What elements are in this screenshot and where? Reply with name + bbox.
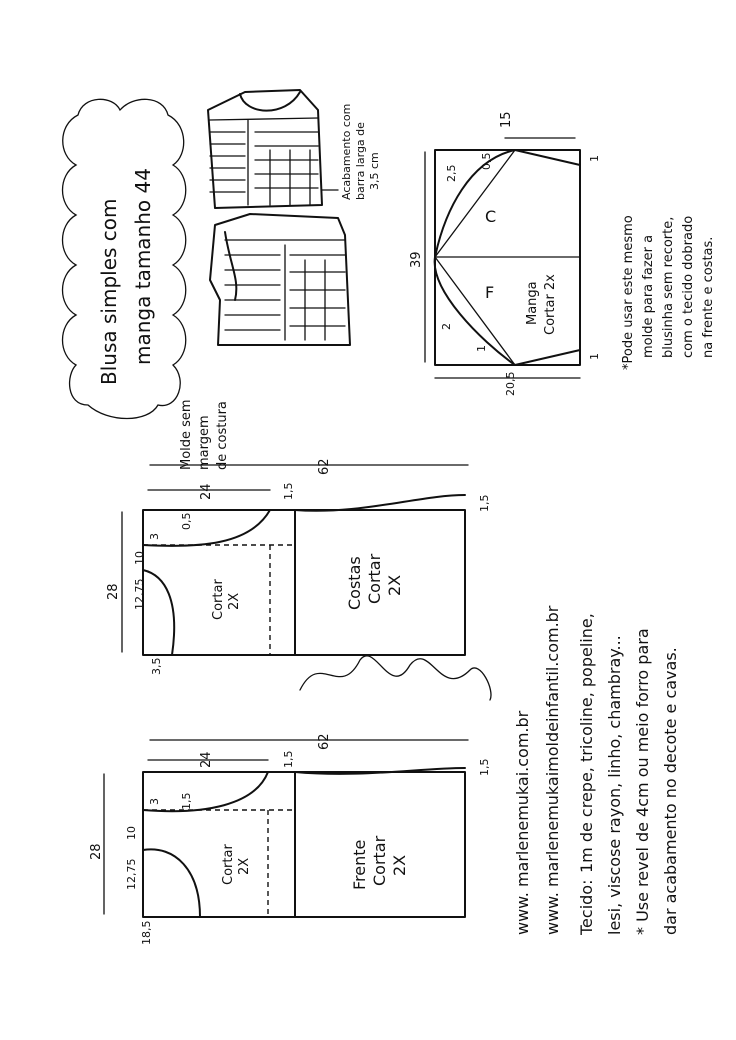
front-dim-armhole: 24 [199, 751, 214, 768]
sleeve-note-4: com o tecido dobrado [681, 215, 696, 358]
back-dim-hem: 1,5 [478, 494, 491, 512]
front-upper-label-2: 2X [237, 857, 252, 875]
sleeve-dim-bottom: 20,5 [504, 371, 517, 396]
back-neck-curve [143, 570, 174, 655]
front-dim-curve: 1,5 [180, 792, 193, 810]
front-side-curve [295, 768, 465, 774]
back-dim-armhole: 24 [199, 483, 214, 500]
back-rect [143, 510, 465, 655]
sleeve-dim-right-bottom: 1 [588, 353, 601, 360]
websites [513, 605, 562, 935]
front-neck-curve [143, 849, 200, 917]
back-dim-top: 3 [148, 533, 161, 540]
sleeve-dim-top: 15 [499, 111, 514, 128]
mold-note-line3: de costura [215, 401, 230, 470]
sleeve-label-1: Manga [525, 281, 540, 325]
sleeve-label [525, 274, 558, 335]
front-label-1: Frente [350, 839, 369, 890]
sleeve-dim-f2: 1 [475, 345, 488, 352]
finish-note-line3: 3,5 cm [368, 152, 381, 190]
title-block [63, 99, 186, 418]
fabric-label: Tecido: [577, 879, 596, 935]
fabric-line-4: dar acabamento no decote e cavas. [661, 647, 680, 935]
sleeve-note-2: molde para fazer a [641, 234, 656, 358]
sleeve-label-2: Cortar 2x [543, 274, 558, 335]
front-dim-neck: 12,75 [125, 858, 138, 890]
front-dim-top: 3 [148, 798, 161, 805]
back-dim-neck-depth: 10 [133, 551, 146, 565]
mold-note [179, 399, 230, 470]
title-line2: manga tamanho 44 [131, 168, 155, 365]
back-upper-label-2: 2X [227, 592, 242, 610]
front-dim-hem: 1,5 [478, 758, 491, 776]
front-dim-center: 18,5 [140, 920, 153, 945]
signature: Marlene Mukai [300, 654, 313, 735]
fabric-line-1: 1m de crepe, tricoline, popeline, [577, 613, 596, 873]
fabric-line-3: * Use revel de 4cm ou meio forro para [633, 628, 652, 935]
title-cloud [63, 99, 186, 418]
signature-scribble [300, 656, 491, 700]
front-armhole-curve [143, 772, 268, 811]
mold-note-line1: Molde sem [179, 399, 194, 470]
sleeve-note [621, 215, 716, 370]
garment-sketch-top [208, 90, 322, 208]
mold-note-line2: margem [197, 415, 212, 470]
finish-note-line2: barra larga de [354, 122, 367, 200]
title-line1: Blusa simples com [97, 198, 121, 385]
front-dim-shoulder: 1,5 [282, 750, 295, 768]
sleeve-letter-f: F [485, 283, 495, 302]
sleeve-note-3: blusinha sem recorte, [661, 216, 676, 358]
back-dim-neck: 12,75 [133, 578, 146, 610]
sleeve-dim-f1: 2 [440, 323, 453, 330]
back-dim-length: 62 [317, 458, 332, 475]
sleeve-letter-c: C [485, 207, 497, 226]
sleeve-dim-right-top: 1 [588, 155, 601, 162]
back-armhole-curve [143, 510, 270, 546]
back-label-2: Cortar [365, 553, 384, 604]
back-label-1: Costas [345, 556, 364, 610]
back-dim-width: 28 [106, 583, 121, 600]
back-upper-label [211, 579, 242, 620]
back-dim-center: 3,5 [150, 657, 163, 675]
sleeve-dim-width: 39 [409, 251, 424, 268]
front-label [350, 835, 409, 890]
front-dim-length: 62 [317, 733, 332, 750]
sleeve-pattern [409, 111, 601, 396]
fabric-line-2: lesi, viscose rayon, linho, chambray... [605, 635, 624, 935]
back-label-3: 2X [385, 574, 404, 596]
sleeve-dim-c1: 2,5 [445, 164, 458, 182]
front-upper-label [221, 844, 252, 885]
front-dim-width: 28 [89, 843, 104, 860]
front-upper-label-1: Cortar [221, 844, 236, 885]
finish-note-line1: Acabamento com [340, 103, 353, 200]
back-pattern [106, 458, 491, 675]
finish-note [340, 104, 381, 200]
sleeve-note-5: na frente e costas. [701, 236, 716, 358]
front-label-3: 2X [390, 854, 409, 876]
garment-sketch-bottom [210, 214, 350, 345]
sleeve-note-1: *Pode usar este mesmo [621, 215, 636, 370]
fabric-block [577, 613, 680, 936]
front-dim-neck-depth: 10 [125, 826, 138, 840]
front-pattern [89, 733, 491, 945]
back-side-curve [295, 495, 465, 511]
website-1: www. marlenemukai.com.br [513, 710, 532, 935]
back-dim-shoulder: 1,5 [282, 482, 295, 500]
front-label-2: Cortar [370, 835, 389, 886]
back-dim-curve: 0,5 [180, 512, 193, 530]
back-label [345, 553, 404, 610]
website-2: www. marlenemukaimoldeinfantil.com.br [543, 605, 562, 935]
sleeve-dim-c2: 0,5 [480, 152, 493, 170]
back-upper-label-1: Cortar [211, 579, 226, 620]
